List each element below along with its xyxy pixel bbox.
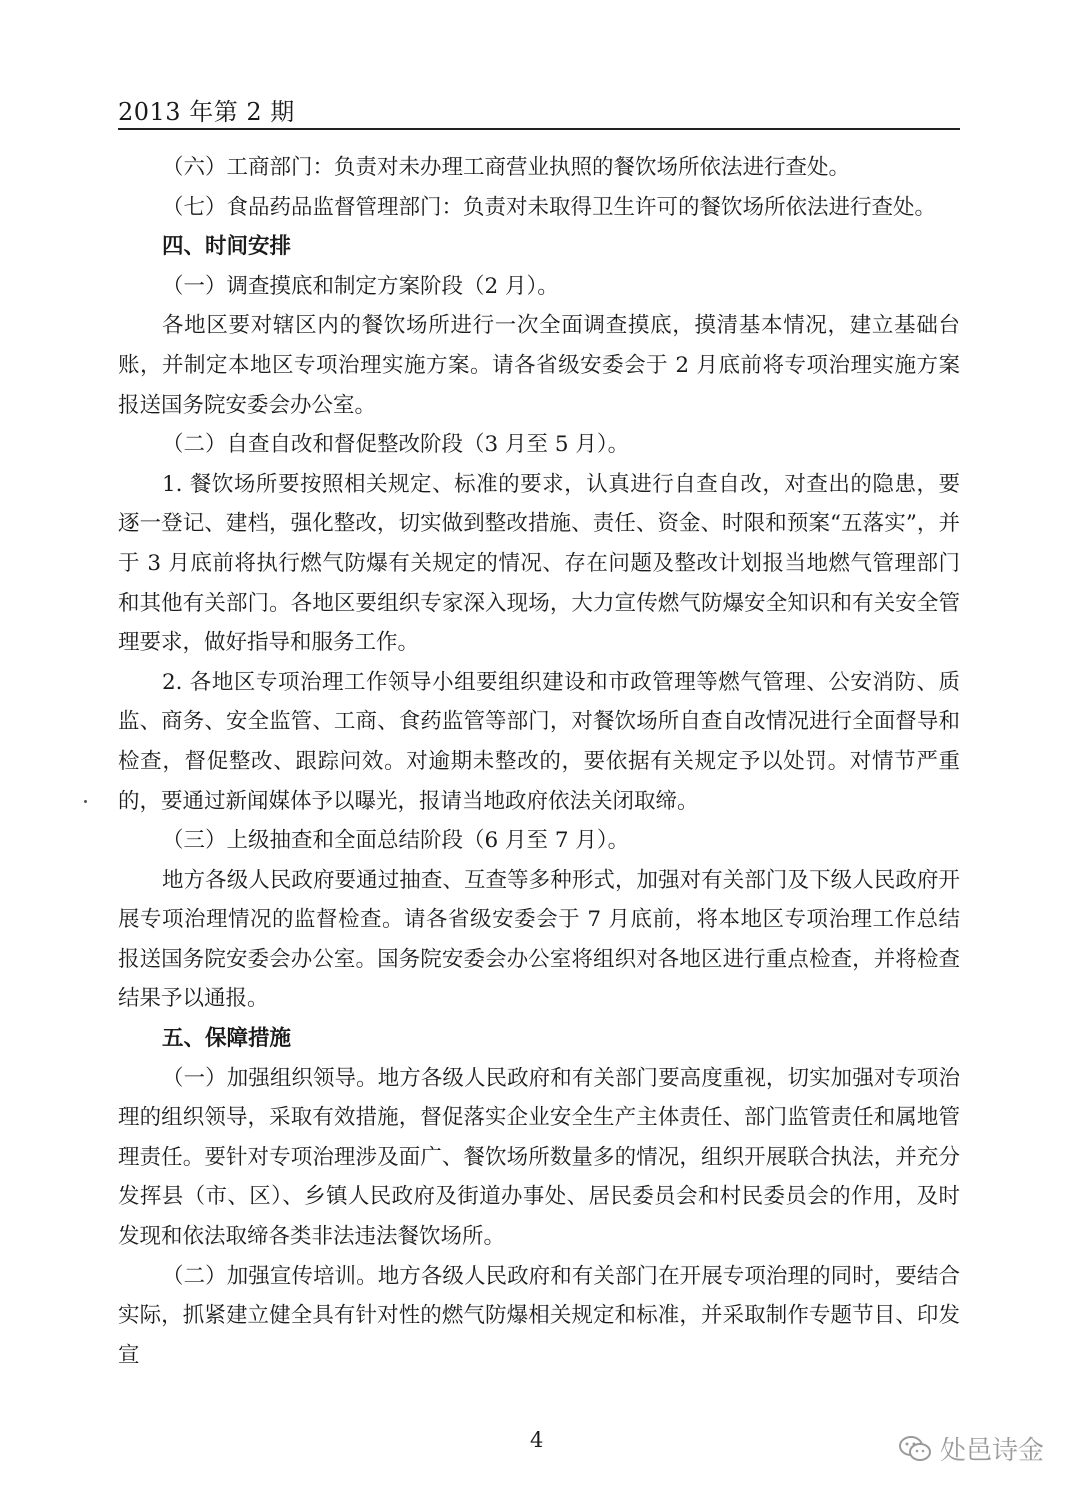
paragraph: 各地区要对辖区内的餐饮场所进行一次全面调查摸底，摸清基本情况，建立基础台账，并制定本地区专项治理实施方案。请各省级安委会于 2 月底前将专项治理实施方案报送国务院安委会办公室。 <box>118 313 960 418</box>
section-heading: 四、时间安排 <box>162 234 292 260</box>
paragraph: （三）上级抽查和全面总结阶段（6 月至 7 月）。 <box>162 828 630 854</box>
paragraph: 地方各级人民政府要通过抽查、互查等多种形式，加强对有关部门及下级人民政府开展专项治理情况的监督检查。请各省级安委会于 7 月底前，将本地区专项治理工作总结报送国务院安委会办公室。国务院安委会办公室将组织对各地区进行重点检查，并将检查结果予以通报。 <box>118 867 960 1012</box>
watermark <box>898 1430 1044 1467</box>
wechat-logo-icon <box>898 1434 932 1464</box>
paragraph: （六）工商部门：负责对未办理工商营业执照的餐饮场所依法进行查处。 <box>162 155 851 180</box>
document-body <box>118 148 960 1375</box>
paragraph: 1. 餐饮场所要按照相关规定、标准的要求，认真进行自查自改，对查出的隐患，要逐一登记、建档，强化整改，切实做到整改措施、责任、资金、时限和预案“五落实”，并于 3 月底前将执行燃气防爆有关规定的情况、存在问题及整改计划报当地燃气管理部门和其他有关部门。各地区要组织专家深入现场，大力宣传燃气防爆安全知识和有关安全管理要求，做好指导和服务工作。 <box>118 471 960 656</box>
header-divider <box>118 128 960 130</box>
journal-issue-header: 2013 年第 2 期 <box>118 98 295 126</box>
scan-speck <box>84 800 87 803</box>
paragraph: （一）加强组织领导。地方各级人民政府和有关部门要高度重视，切实加强对专项治理的组织领导，采取有效措施，督促落实企业安全生产主体责任、部门监管责任和属地管理责任。要针对专项治理涉及面广、餐饮场所数量多的情况，组织开展联合执法，并充分发挥县（市、区）、乡镇人民政府及街道办事处、居民委员会和村民委员会的作用，及时发现和依法取缔各类非法违法餐饮场所。 <box>118 1065 960 1250</box>
paragraph: （二）加强宣传培训。地方各级人民政府和有关部门在开展专项治理的同时，要结合实际，抓紧建立健全具有针对性的燃气防爆相关规定和标准，并采取制作专题节目、印发宣 <box>118 1263 960 1368</box>
page-number: 4 <box>530 1428 544 1452</box>
paragraph: 2. 各地区专项治理工作领导小组要组织建设和市政管理等燃气管理、公安消防、质监、商务、安全监管、工商、食药监管等部门，对餐饮场所自查自改情况进行全面督导和检查，督促整改、跟踪问效。对逾期未整改的，要依据有关规定予以处罚。对情节严重的，要通过新闻媒体予以曝光，报请当地政府依法关闭取缔。 <box>118 669 960 814</box>
paragraph: （七）食品药品监督管理部门：负责对未取得卫生许可的餐饮场所依法进行查处。 <box>162 194 937 220</box>
paragraph: （一）调查摸底和制定方案阶段（2 月）。 <box>162 273 559 299</box>
watermark-text: 处邑诗金 <box>940 1436 1045 1466</box>
section-heading: 五、保障措施 <box>162 1026 292 1052</box>
paragraph: （二）自查自改和督促整改阶段（3 月至 5 月）。 <box>162 432 630 458</box>
